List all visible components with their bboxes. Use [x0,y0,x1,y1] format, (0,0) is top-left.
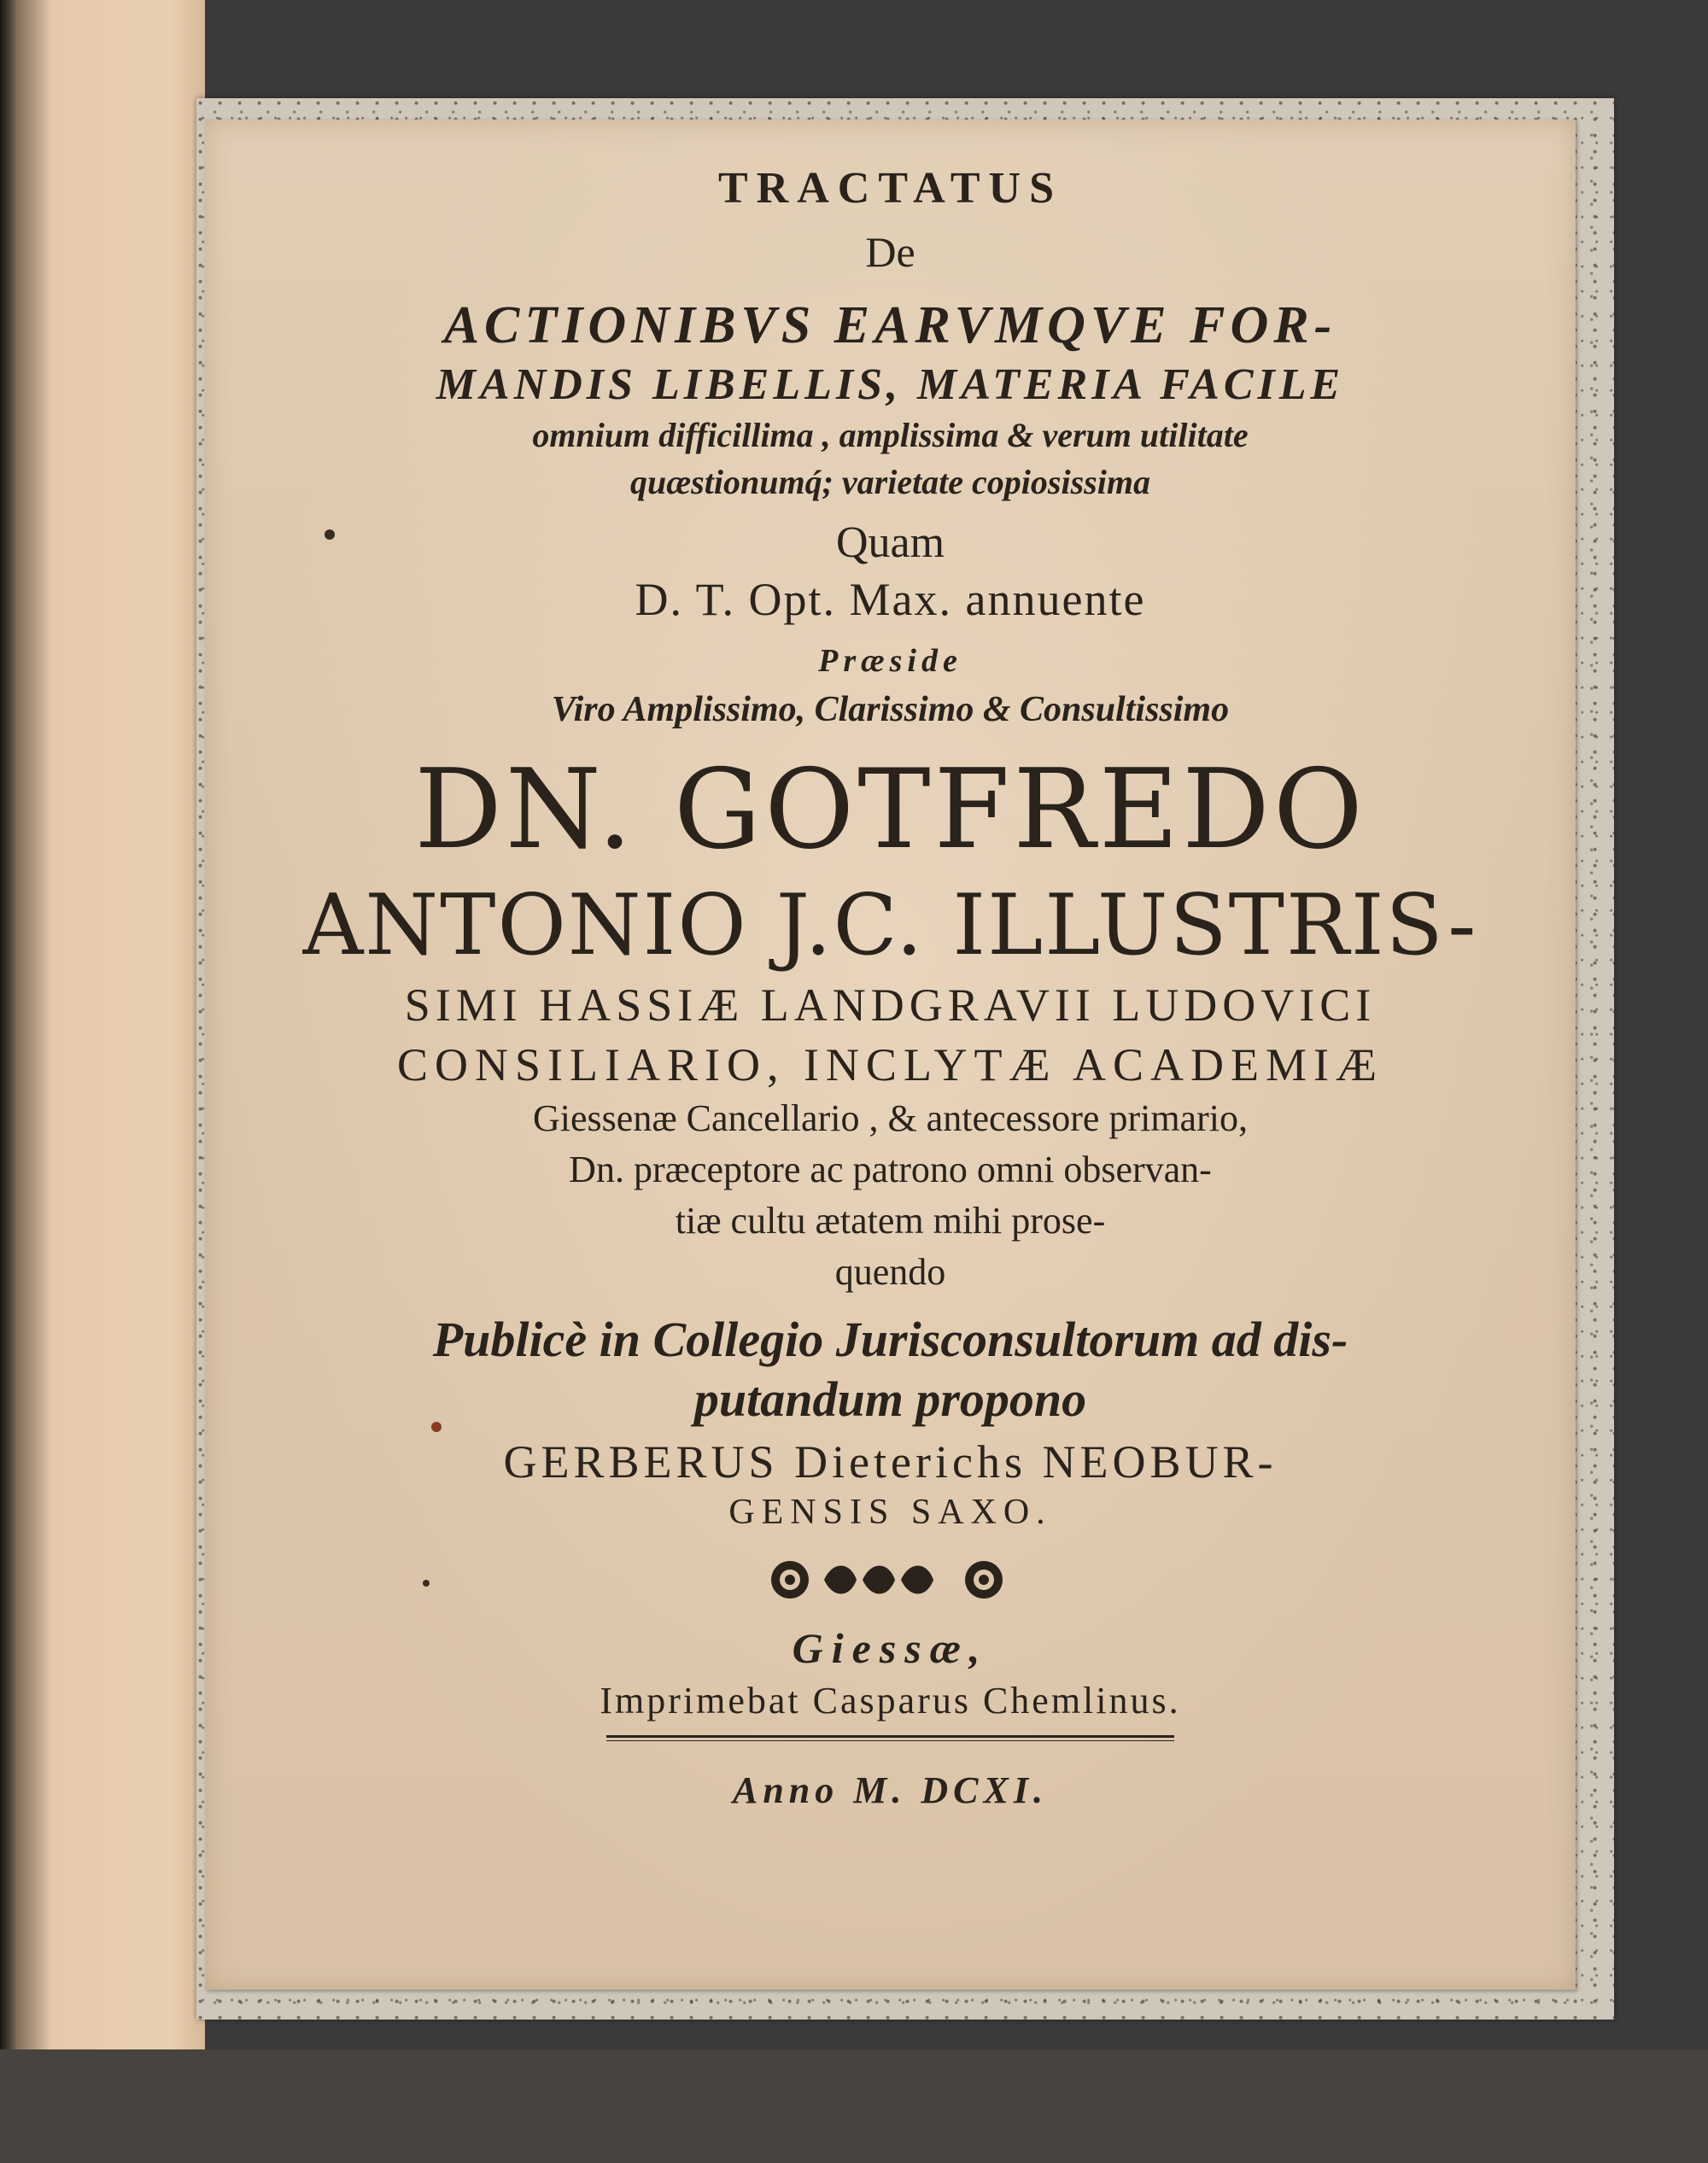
title-line-18: quendo [834,1251,946,1293]
title-line-4: MANDIS LIBELLIS, MATERIA FACILE [436,360,1345,409]
imprint-printer: Imprimebat Casparus Chemlinus. [600,1680,1181,1722]
title-line-9: Præside [818,643,962,679]
title-line-7: Quam [835,518,945,567]
title-line-16: Dn. præceptore ac patrono omni observan- [569,1149,1212,1190]
title-line-13: SIMI HASSIÆ LANDGRAVII LUDOVICI [404,979,1377,1031]
title-line-22: GENSIS SAXO. [728,1493,1052,1532]
dedicatee-name: DN. GOTFREDO [414,746,1366,874]
title-line-15: Giessenæ Cancellario , & antecessore primario, [533,1097,1248,1139]
imprint-rule [606,1735,1174,1738]
title-line-19: Publicè in Collegio Jurisconsultorum ad dis- [432,1312,1348,1367]
title-line-20: putandum propono [693,1371,1087,1427]
title-line-8: D. T. Opt. Max. annuente [635,574,1146,625]
bottom-background [0,2049,1708,2163]
title-line-6: quæstionumq́; varietate copiosissima [630,463,1150,501]
title-line-3: ACTIONIBVS EARVMQVE FOR- [443,296,1337,354]
fleuron-ornament-icon [760,1554,1021,1605]
title-line-1: TRACTATUS [717,164,1062,213]
imprint-rule-thin [606,1740,1174,1741]
imprint-place: Giessæ, [792,1624,989,1672]
ink-speck [431,1422,442,1432]
title-line-5: omnium difficillima , amplissima & verum utilitate [532,416,1249,454]
ink-speck [325,529,335,540]
binding-shadow [0,0,51,2163]
author-name: GERBERUS Dieterichs NEOBUR- [503,1436,1278,1488]
ink-speck [423,1580,430,1587]
title-line-10: Viro Amplissimo, Clarissimo & Consultissimo [551,690,1230,729]
title-page [205,120,1576,1990]
imprint-year: Anno M. DCXI. [732,1769,1048,1811]
title-line-17: tiæ cultu ætatem mihi prose- [675,1200,1106,1242]
title-line-14: CONSILIARIO, INCLYTÆ ACADEMIÆ [396,1039,1384,1090]
title-line-12: ANTONIO J.C. ILLUSTRIS- [302,877,1478,974]
title-line-2: De [865,228,915,276]
